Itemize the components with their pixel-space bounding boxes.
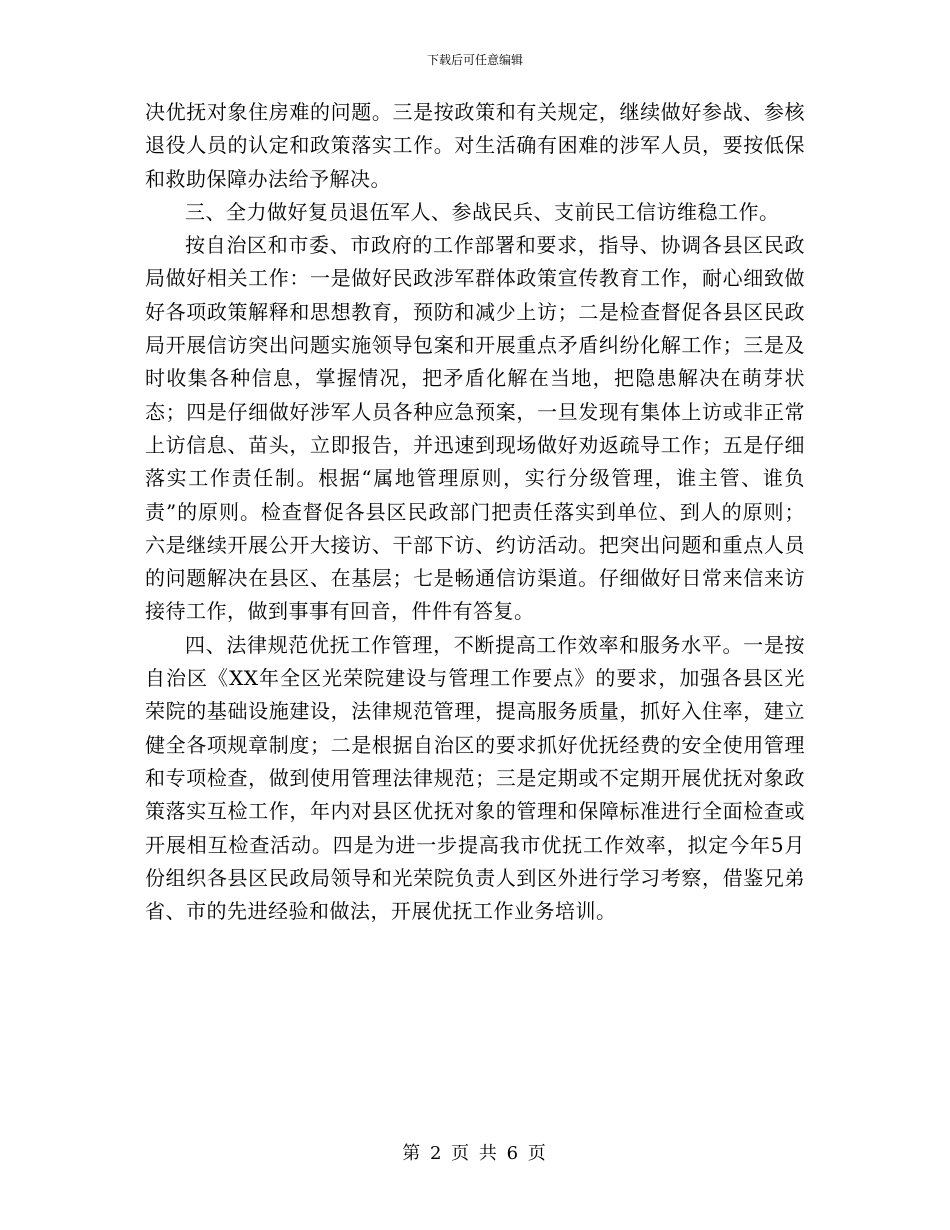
page-number: 第 2 页 共 6 页 (402, 1143, 548, 1164)
paragraph-continuation: 决优抚对象住房难的问题。三是按政策和有关规定，继续做好参战、参核退役人员的认定和政策落实工作。对生活确有困难的涉军人员，要按低保和救助保障办法给予解决。 (145, 100, 805, 191)
page-header: 下载后可任意编辑 (426, 53, 523, 67)
paragraph-section-four: 四、法律规范优抚工作管理，不断提高工作效率和服务水平。一是按自治区《XX年全区光荣院建设与管理工作要点》的要求，加强各县区光荣院的基础设施建设，法律规范管理，提高服务质量，抓好入住率，建立健全各项规章制度；二是根据自治区的要求抓好优抚经费的安全使用管理和专项检查，做到使用管理法律规范；三是定期或不定期开展优抚对象政策落实互检工作，年内对县区优抚对象的管理和保障标准进行全面检查或开展相互检查活动。四是为进一步提高我市优抚工作效率，拟定今年5月份组织各县区民政局领导和光荣院负责人到区外进行学习考察，借鉴兄弟省、市的先进经验和做法，开展优抚工作业务培训。 (145, 632, 805, 924)
paragraph-section-three-body: 按自治区和市委、市政府的工作部署和要求，指导、协调各县区民政局做好相关工作：一是做好民政涉军群体政策宣传教育工作，耐心细致做好各项政策解释和思想教育，预防和减少上访；二是检查督促各县区民政局开展信访突出问题实施领导包案和开展重点矛盾纠纷化解工作；三是及时收集各种信息，掌握情况，把矛盾化解在当地，把隐患解决在萌芽状态；四是仔细做好涉军人员各种应急预案，一旦发现有集体上访或非正常上访信息、苗头，立即报告，并迅速到现场做好劝返疏导工作；五是仔细落实工作责任制。根据“属地管理原则，实行分级管理，谁主管、谁负责”的原则。检查督促各县区民政部门把责任落实到单位、到人的原则；六是继续开展公开大接访、干部下访、约访活动。把突出问题和重点人员的问题解决在县区、在基层；七是畅通信访渠道。仔细做好日常来信来访接待工作，做到事事有回音，件件有答复。 (145, 233, 805, 624)
paragraph-section-three-heading: 三、全力做好复员退伍军人、参战民兵、支前民工信访维稳工作。 (185, 199, 780, 224)
document-body (145, 96, 805, 928)
